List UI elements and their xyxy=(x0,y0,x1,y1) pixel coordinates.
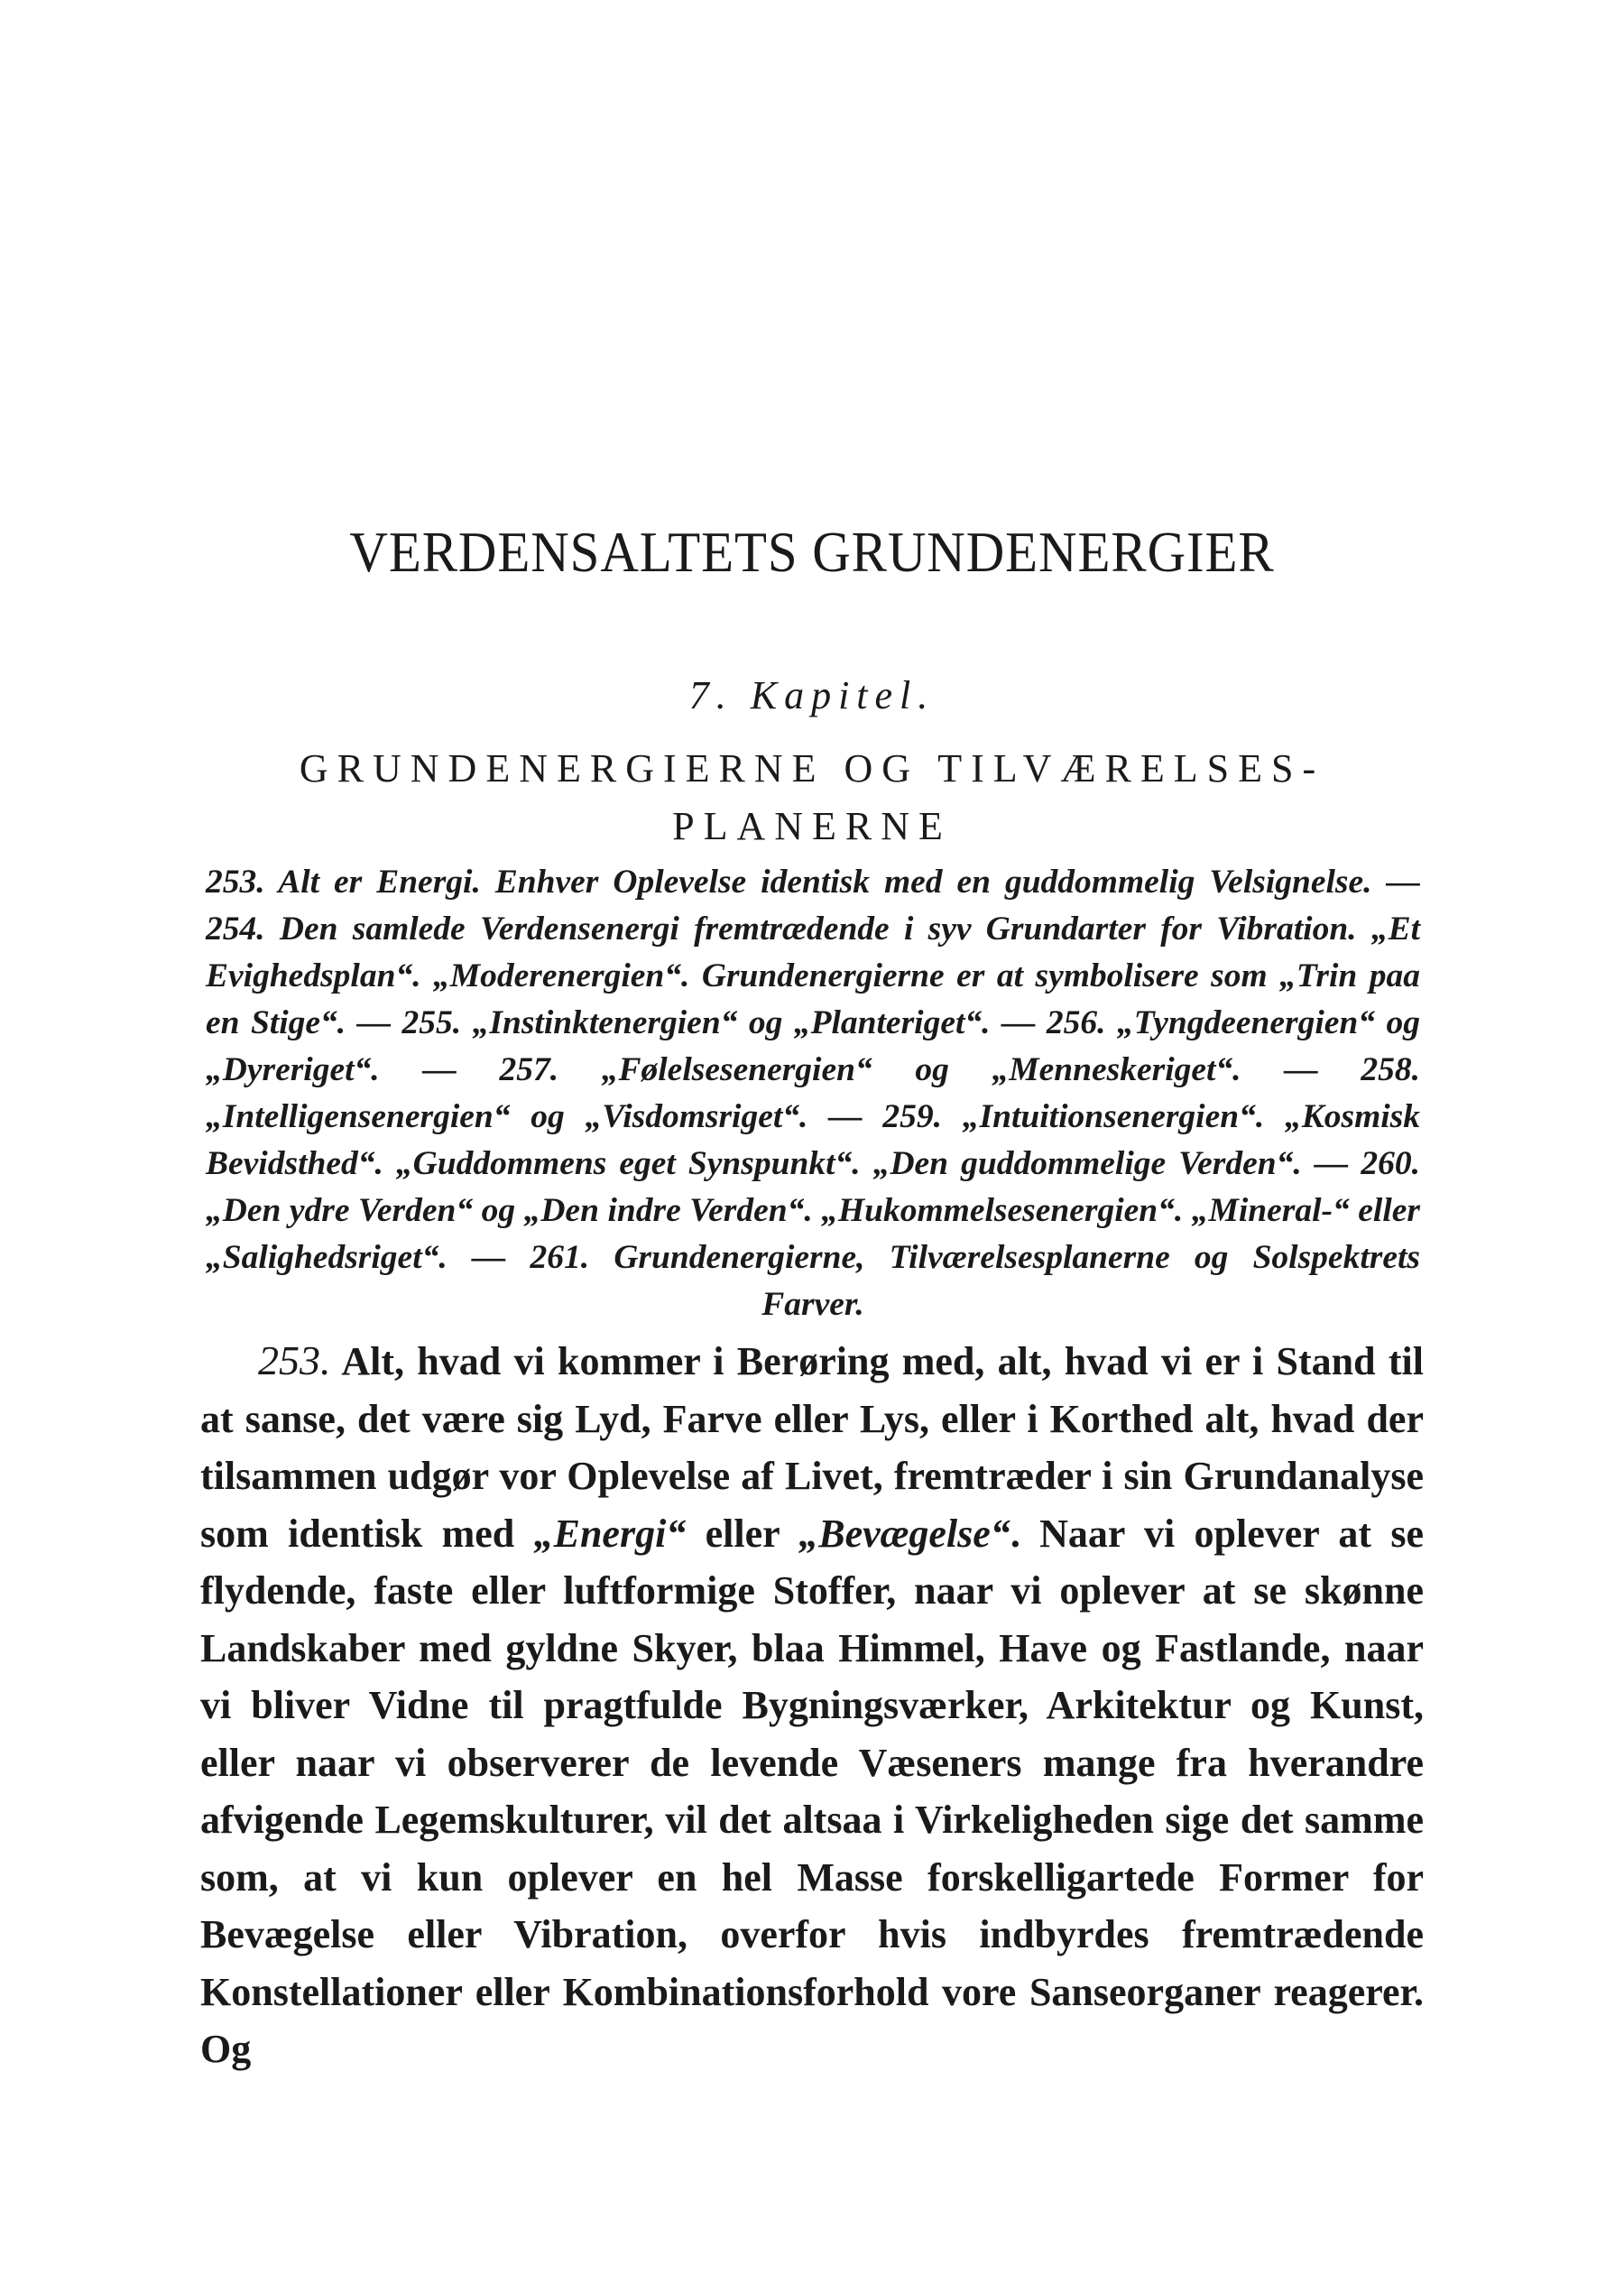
paragraph-number: 253. xyxy=(258,1337,331,1383)
chapter-title-line2: PLANERNE xyxy=(672,804,952,848)
chapter-label: 7. Kapitel. xyxy=(688,673,936,717)
body-paragraph xyxy=(200,1332,1424,2078)
emphasis-bevaegelse: „Bevægelse“ xyxy=(798,1511,1010,1556)
main-title: VERDENSALTETS GRUNDENERGIER xyxy=(349,520,1275,584)
emphasis-energi: „Energi“ xyxy=(533,1511,687,1556)
paragraph-text-2: eller xyxy=(686,1511,799,1556)
chapter-title-line1: GRUNDENERGIERNE OG TILVÆRELSES- xyxy=(299,746,1325,791)
paragraph-text-1: Alt, hvad vi kommer i Berøring med, alt, hvad vi er i Stand til at sanse, det være sig Lyd, Farve eller Lys, eller i Korthed alt, hvad der tilsammen udgør vor Oplevelse af Livet, fremtræder i sin Grundanalyse som identisk med xyxy=(200,1339,1424,1556)
paragraph-text-3: . Naar vi oplever at se flydende, faste eller luftformige Stoffer, naar vi oplever at se skønne Landskaber med gyldne Skyer, blaa Himmel, Have og Fastlande, naar vi bliver Vidne til pragtfulde Bygningsværker, Arkitektur og Kunst, eller naar vi observerer de levende Væseners mange fra hverandre afvigende Legemskulturer, vil det altsaa i Virkeligheden sige det samme som, at vi kun oplever en hel Masse forskelligartede Former for Bevægelse eller Vibration, overfor hvis indbyrdes fremtrædende Konstellationer eller Kombinationsforhold vore Sanseorganer reagerer. Og xyxy=(200,1511,1425,2071)
chapter-summary: 253. Alt er Energi. Enhver Oplevelse identisk med en guddommelig Velsignelse. — 254. Den samlede Verdensenergi fremtrædende i syv Grundarter for Vibration. „Et Evighedsplan“. „Moderenergien“. Grundenergierne er at symbolisere som „Trin paa en Stige“. — 255. „Instinktenergien“ og „Planteriget“. — 256. „Tyngdeenergien“ og „Dyreriget“. — 257. „Følelsesenergien“ og „Menneskeriget“. — 258. „Intelligensenergien“ og „Visdomsriget“. — 259. „Intuitionsenergien“. „Kosmisk Bevidsthed“. „Guddommens eget Synspunkt“. „Den guddommelige Verden“. — 260. „Den ydre Verden“ og „Den indre Verden“. „Hukommelsesenergien“. „Mineral-“ eller „Salighedsriget“. — 261. Grundenergierne, Tilværelsesplanerne og Solspektrets Farver. xyxy=(206,864,1420,1323)
chapter-title xyxy=(208,740,1416,855)
